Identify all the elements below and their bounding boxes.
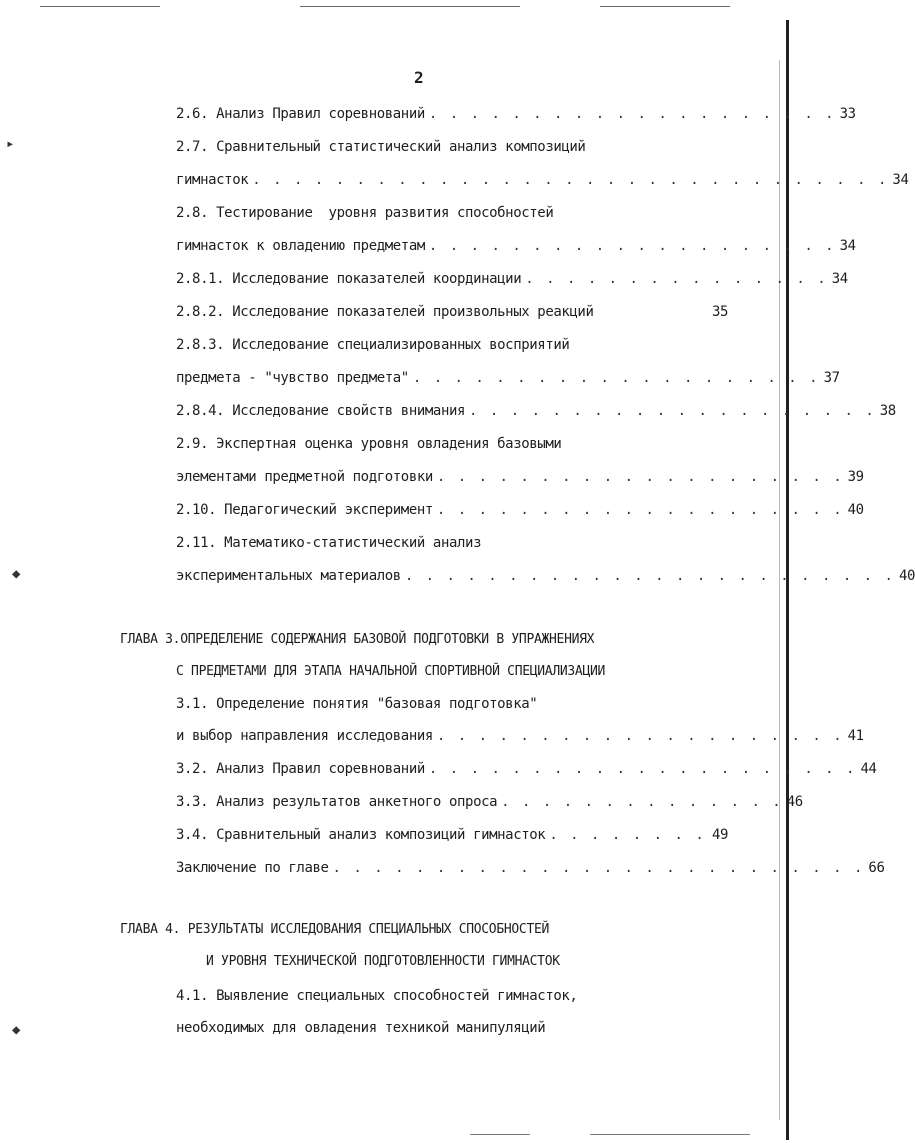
toc-entry: 2.7. Сравнительный статистический анализ композиций xyxy=(176,139,586,155)
chapter-heading: ГЛАВА 3.ОПРЕДЕЛЕНИЕ СОДЕРЖАНИЯ БАЗОВОЙ ПОДГОТОВКИ В УПРАЖНЕНИЯХ xyxy=(120,632,595,647)
toc-entry: 2.8.2. Исследование показателей произвольных реакций 35 xyxy=(176,304,728,320)
toc-entry: элементами предметной подготовки . . . . . . . . . . . . . . . . . . . . 39 xyxy=(176,469,864,485)
toc-entry: 3.3. Анализ результатов анкетного опроса . . . . . . . . . . . . . . 46 xyxy=(176,794,803,810)
toc-entry: 3.4. Сравнительный анализ композиций гимнасток . . . . . . . . 49 xyxy=(176,827,728,843)
toc-entry: 4.1. Выявление специальных способностей гимнасток, xyxy=(176,988,578,1004)
chapter-heading: И УРОВНЯ ТЕХНИЧЕСКОЙ ПОДГОТОВЛЕННОСТИ ГИМНАСТОК xyxy=(206,954,560,969)
scan-border-bottom xyxy=(470,1134,530,1135)
scan-edge-right-faint xyxy=(779,60,780,1120)
scan-border-top xyxy=(40,6,160,7)
toc-entry: необходимых для овладения техникой манипуляций xyxy=(176,1020,546,1036)
scan-border-bottom xyxy=(590,1134,750,1135)
toc-entry: 2.9. Экспертная оценка уровня овладения базовыми xyxy=(176,436,562,452)
scan-mark: ▸ xyxy=(6,136,15,152)
chapter-heading: С ПРЕДМЕТАМИ ДЛЯ ЭТАПА НАЧАЛЬНОЙ СПОРТИВНОЙ СПЕЦИАЛИЗАЦИИ xyxy=(176,664,606,679)
toc-entry: 2.6. Анализ Правил соревнований . . . . . . . . . . . . . . . . . . . . 33 xyxy=(176,106,856,122)
hole-punch-mark: ◆ xyxy=(12,566,21,582)
toc-entry: 2.11. Математико-статистический анализ xyxy=(176,535,482,551)
toc-entry: 2.8. Тестирование уровня развития способностей xyxy=(176,205,554,221)
toc-entry: и выбор направления исследования . . . . . . . . . . . . . . . . . . . . 41 xyxy=(176,728,864,744)
page-number: 2 xyxy=(414,68,424,87)
toc-entry: 2.8.1. Исследование показателей координации . . . . . . . . . . . . . . . 34 xyxy=(176,271,848,287)
scan-border-top xyxy=(600,6,730,7)
toc-entry: предмета - "чувство предмета" . . . . . . . . . . . . . . . . . . . . 37 xyxy=(176,370,840,386)
toc-entry: 2.10. Педагогический эксперимент . . . . . . . . . . . . . . . . . . . . 40 xyxy=(176,502,864,518)
toc-entry: 3.2. Анализ Правил соревнований . . . . . . . . . . . . . . . . . . . . . 44 xyxy=(176,761,877,777)
toc-entry: экспериментальных материалов . . . . . . . . . . . . . . . . . . . . . . . . 40 xyxy=(176,568,915,584)
toc-entry: гимнасток к овладению предметам . . . . . . . . . . . . . . . . . . . . 34 xyxy=(176,238,856,254)
toc-entry: 3.1. Определение понятия "базовая подготовка" xyxy=(176,696,538,712)
toc-entry: гимнасток . . . . . . . . . . . . . . . . . . . . . . . . . . . . . . . 34 xyxy=(176,172,909,188)
scan-border-top xyxy=(300,6,520,7)
toc-entry: 2.8.3. Исследование специализированных восприятий xyxy=(176,337,570,353)
hole-punch-mark: ◆ xyxy=(12,1022,21,1038)
chapter-heading: ГЛАВА 4. РЕЗУЛЬТАТЫ ИССЛЕДОВАНИЯ СПЕЦИАЛЬНЫХ СПОСОБНОСТЕЙ xyxy=(120,922,550,937)
toc-entry: 2.8.4. Исследование свойств внимания . . . . . . . . . . . . . . . . . . . . 38 xyxy=(176,403,896,419)
toc-entry: Заключение по главе . . . . . . . . . . . . . . . . . . . . . . . . . . 66 xyxy=(176,860,885,876)
